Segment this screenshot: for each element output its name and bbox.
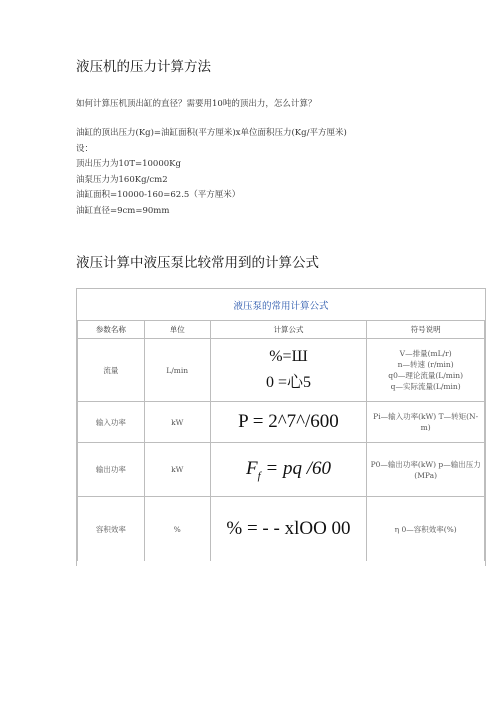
formula-text: P = 2^7^/600 — [238, 411, 339, 432]
desc-line: m) — [420, 423, 431, 432]
formula-line: %=Ш — [269, 348, 308, 365]
question-text: 如何计算压机顶出缸的直径？需要用10吨的顶出力，怎么计算？ — [76, 99, 317, 109]
row-unit: kW — [144, 443, 210, 497]
calc-line: 顶出压力为10T=10000Kg — [76, 159, 181, 169]
header-symbol-desc: 符号说明 — [367, 321, 485, 339]
row-symbol-desc — [367, 402, 485, 443]
formula-symbol: F — [245, 457, 258, 479]
row-param-name: 容积效率 — [78, 497, 145, 562]
header-param-name: 参数名称 — [78, 321, 145, 339]
pump-formula-table — [76, 288, 486, 566]
formula-text: % = - - xlOO 00 — [226, 518, 351, 539]
formula-rest: = pq /60 — [260, 457, 331, 479]
desc-line: q0—理论流量(L/min) — [388, 371, 464, 380]
row-symbol-desc — [367, 443, 485, 497]
formula-line: 0 =心5 — [265, 374, 311, 391]
row-symbol-desc — [367, 339, 485, 402]
calc-line: 油缸的顶出压力(Kg)=油缸面积(平方厘米)x单位面积压力(Kg/平方厘米) — [76, 128, 347, 138]
header-formula: 计算公式 — [210, 321, 367, 339]
row-unit: % — [144, 497, 210, 562]
table-row — [78, 443, 485, 497]
desc-line: (MPa) — [414, 470, 438, 480]
row-param-name: 输入功率 — [78, 402, 145, 443]
table-row — [78, 402, 485, 443]
table-caption: 液压泵的常用计算公式 — [233, 300, 329, 312]
row-formula — [210, 402, 367, 443]
section-title-pressure-method: 液压机的压力计算方法 — [76, 59, 211, 75]
table-row — [78, 339, 485, 402]
formula-grid — [77, 320, 485, 561]
calculation-lines — [76, 126, 347, 219]
row-formula — [210, 497, 367, 562]
formula-text — [245, 457, 331, 482]
desc-line: V—排量(mL/r) — [399, 349, 452, 358]
desc-line: P0—输出功率(kW) p—输出压力 — [370, 459, 481, 469]
header-unit: 单位 — [144, 321, 210, 339]
desc-line: n—转速 (r/min) — [397, 360, 454, 369]
calc-line: 油泵压力为160Kg/cm2 — [76, 174, 168, 185]
calc-line: 油缸面积=10000-160=62.5（平方厘米） — [76, 190, 241, 200]
table-row — [78, 497, 485, 562]
desc-line: η 0—容积效率(%) — [394, 524, 457, 534]
desc-line: q—实际流量(L/min) — [390, 382, 461, 391]
row-param-name: 输出功率 — [78, 443, 145, 497]
table-header-row — [78, 321, 485, 339]
section-title-pump-formulas: 液压计算中液压泵比较常用到的计算公式 — [76, 255, 319, 271]
row-param-name: 流量 — [78, 339, 145, 402]
calc-line: 设： — [76, 143, 94, 154]
row-symbol-desc — [367, 497, 485, 562]
formula-subscript: f — [257, 469, 261, 482]
row-formula — [210, 443, 367, 497]
row-unit: L/min — [144, 339, 210, 402]
desc-line: Pi—输入功率(kW) T—转矩(N- — [373, 412, 479, 421]
calc-line: 油缸直径=9cm=90mm — [76, 205, 170, 216]
row-formula — [210, 339, 367, 402]
row-unit: kW — [144, 402, 210, 443]
